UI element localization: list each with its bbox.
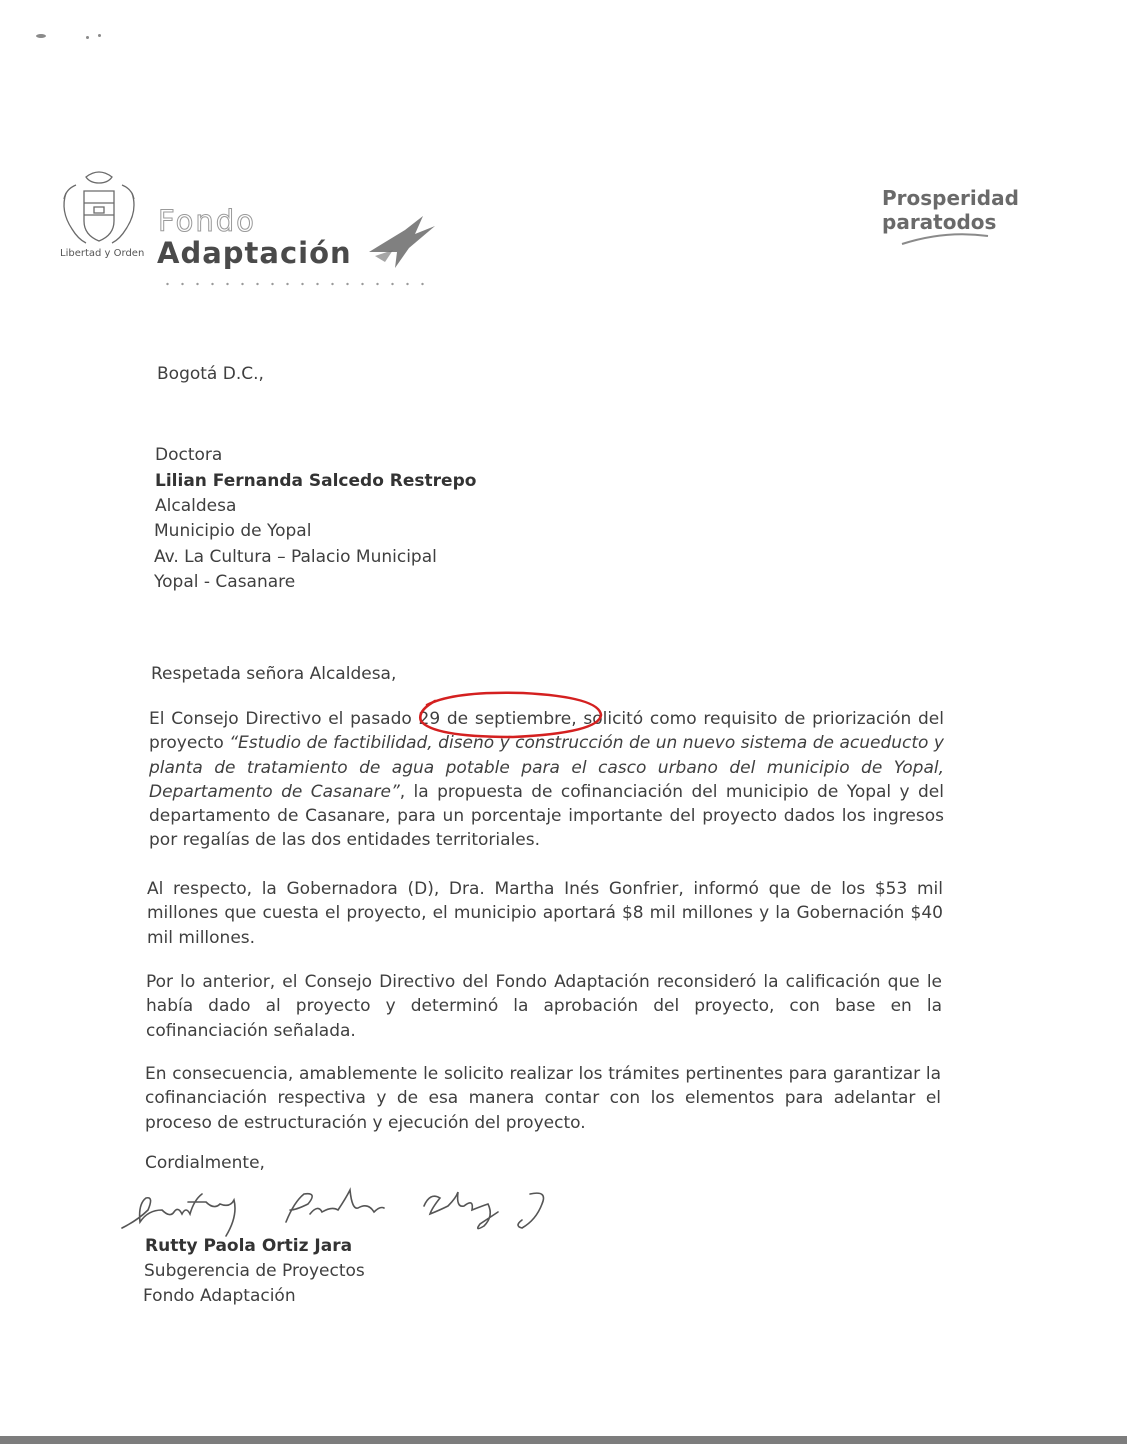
scan-speck	[86, 36, 89, 39]
letter-place: Bogotá D.C.,	[157, 364, 264, 384]
recipient-address: Av. La Cultura – Palacio Municipal	[154, 547, 437, 567]
closing: Cordialmente,	[145, 1153, 265, 1173]
signer-name: Rutty Paola Ortiz Jara	[145, 1236, 353, 1256]
coat-motto: Libertad y Orden	[60, 248, 145, 259]
logo-fondo-word: Fondo	[158, 204, 256, 238]
paragraph-4: En consecuencia, amablemente le solicito realizar los trámites pertinentes para garantizar la cofinanciación respectiva y de esa manera contar con los elementos para adelantar el proceso de estructuración y ejecución del proyecto.	[145, 1064, 941, 1133]
p1-middle: solicitó como requisito de priorización del proyecto	[149, 709, 944, 754]
scan-bottom-edge	[0, 1436, 1127, 1444]
paragraph-2: Al respecto, la Gobernadora (D), Dra. Martha Inés Gonfrier, informó que de los $53 mil millones que cuesta el proyecto, el municipio aportará $8 mil millones y la Gobernación $40 mil millones.	[147, 879, 943, 948]
recipient-name: Lilian Fernanda Salcedo Restrepo	[155, 471, 477, 491]
coat-of-arms-icon	[58, 163, 140, 253]
p1-project-name: “Estudio de factibilidad, diseño y construcción de un nuevo sistema de acueducto y planta de tratamiento de agua potable para el casco urbano del municipio de Yopal, Departamento de Casanare”	[149, 733, 944, 802]
p1-date: 29 de septiembre,	[418, 709, 577, 729]
prosperidad-logo-line2: paratodos	[882, 210, 997, 234]
scan-speck	[36, 34, 46, 38]
signer-organization: Fondo Adaptación	[143, 1286, 296, 1306]
signer-position: Subgerencia de Proyectos	[144, 1261, 365, 1281]
bird-logo-icon	[365, 212, 437, 276]
recipient-city: Yopal - Casanare	[154, 572, 296, 592]
paragraph-3: Por lo anterior, el Consejo Directivo del Fondo Adaptación reconsideró la calificación que le había dado al proyecto y determinó la aprobación del proyecto, con base en la cofinanciación señalada.	[146, 972, 942, 1041]
logo-adaptacion-word: Adaptación	[157, 236, 352, 270]
prosperidad-swoosh-icon	[900, 226, 990, 248]
p1-intro: El Consejo Directivo el pasado	[149, 709, 419, 729]
p1-end: , la propuesta de cofinanciación del municipio de Yopal y del departamento de Casanare, para un porcentaje importante del proyecto dados los ingresos por regalías de las dos entidades territoriales.	[149, 781, 944, 851]
recipient-entity: Municipio de Yopal	[154, 521, 312, 541]
logo-dotted-rule	[160, 281, 435, 287]
date-highlight-circle	[413, 689, 606, 741]
recipient-role: Alcaldesa	[155, 496, 237, 516]
prosperidad-logo-line1: Prosperidad	[882, 186, 1019, 210]
recipient-title: Doctora	[155, 445, 223, 465]
scan-speck	[98, 34, 101, 37]
salutation: Respetada señora Alcaldesa,	[151, 664, 397, 684]
